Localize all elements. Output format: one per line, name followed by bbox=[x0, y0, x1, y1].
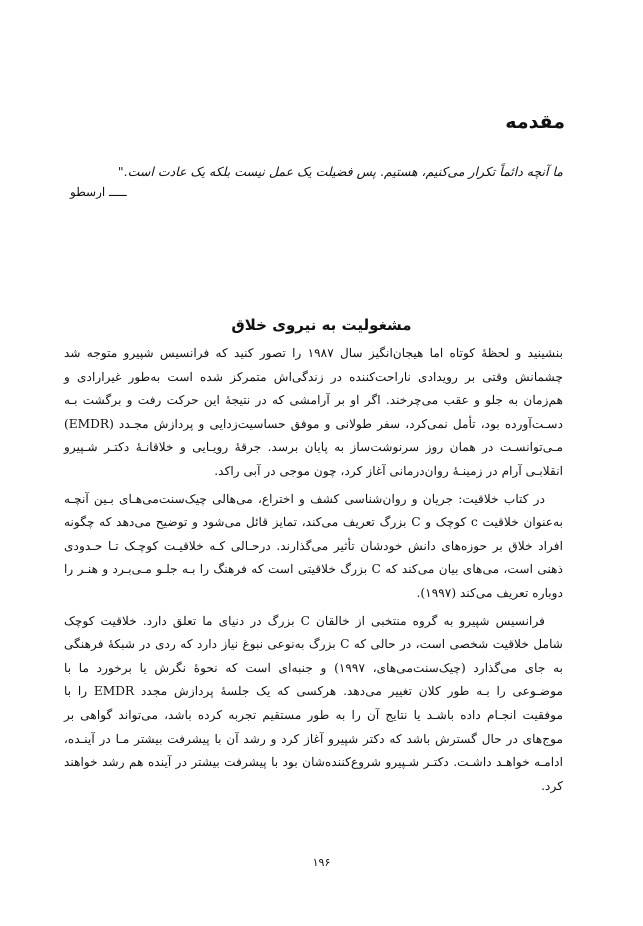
epigraph-author: ـــــ ارسطو bbox=[70, 185, 127, 199]
chapter-title: مقدمه bbox=[505, 111, 565, 133]
epigraph-quote: ما آنچه دائماً تکرار می‌کنیم، هستیم. پس فضیلت یک عمل نیست بلکه یک عادت است." bbox=[117, 164, 563, 179]
paragraph: بنشینید و لحظهٔ کوتاه اما هیجان‌انگیز سال ۱۹۸۷ را تصور کنید که فرانسیس شپیرو متوجه شد چشمانش وقتی بر رویدادی ناراحت‌کننده در زندگی‌اش متمرکز شده است به‌طور غیرارادی و هم‌زمان به جلو و عقب می‌چرخند. اگر او بر آرامشی که در نتیجهٔ این حرکت رفت و برگشت بـه دسـت‌آورده بود، تأمل نمی‌کرد، سفر طولانی و موفق حساسیت‌زدایی و پردازش مجـدد (EMDR) مـی‌توانسـت در همان روز سرنوشت‌ساز به پایان برسد. جرقهٔ رویـایی و خلاقانـهٔ دکتـر شـپیرو انقلابـی آرام در زمینـهٔ روان‌درمانی آغاز کرد، چون موجی در آبی راکد. bbox=[64, 346, 563, 478]
body-text bbox=[64, 342, 563, 802]
paragraph: در کتاب خلاقیت: جریان و روان‌شناسی کشف و اختراع، می‌هالی چیک‌سنت‌می‌هـای بـین آنچـه به‌عنوان خلاقیت c کوچک و C بزرگ تعریف می‌کند، تمایز قائل می‌شود و توضیح می‌دهد که چگونه افراد خلاق بر حوزه‌های دانش خودشان تأثیر می‌گذارند. درحـالی کـه خلاقیـت کوچـک تـا حـدودی ذهنی است، می‌های بیان می‌کند که C بزرگ خلاقیتی است که فرهنگ را بـه جلـو مـی‌بـرد و هنـر را دوباره تعریف می‌کند (۱۹۹۷). bbox=[64, 491, 564, 600]
section-title: مشغولیت به نیروی خلاق bbox=[231, 316, 412, 334]
page-number: ۱۹۶ bbox=[312, 856, 331, 869]
paragraph: فرانسیس شپیرو به گروه منتخبی از خالقان C بزرگ در دنیای ما تعلق دارد. خلاقیت کوچک شامل خلاقیت شخصی است، در حالی که C بزرگ به‌نوعی نبوغ نیاز دارد که ردی در شبکهٔ فرهنگی به جای می‌گذارد (چیک‌سنت‌می‌های، ۱۹۹۷) و جنبه‌ای است که نحوهٔ نگرش یا برخورد ما با موضـوعی را بـه طور کلان تغییر می‌دهد. هرکسی که یک جلسهٔ پردازش مجدد EMDR را با موفقیت انجـام داده باشـد یا نتایج آن را به طور مستقیم تجربه کرده باشد، می‌تواند گواهی بر موج‌های در حال گسترش باشد که دکتر شپیرو آغاز کرد و رشد آن با پیشرفت بیشتر مـا در آینـده، ادامـه خواهـد داشـت. دکتـر شـپیرو شروع‌کننده‌شان بود با پیشرفت بیشتر در آینده هم رشد خواهند کرد. bbox=[64, 613, 564, 793]
